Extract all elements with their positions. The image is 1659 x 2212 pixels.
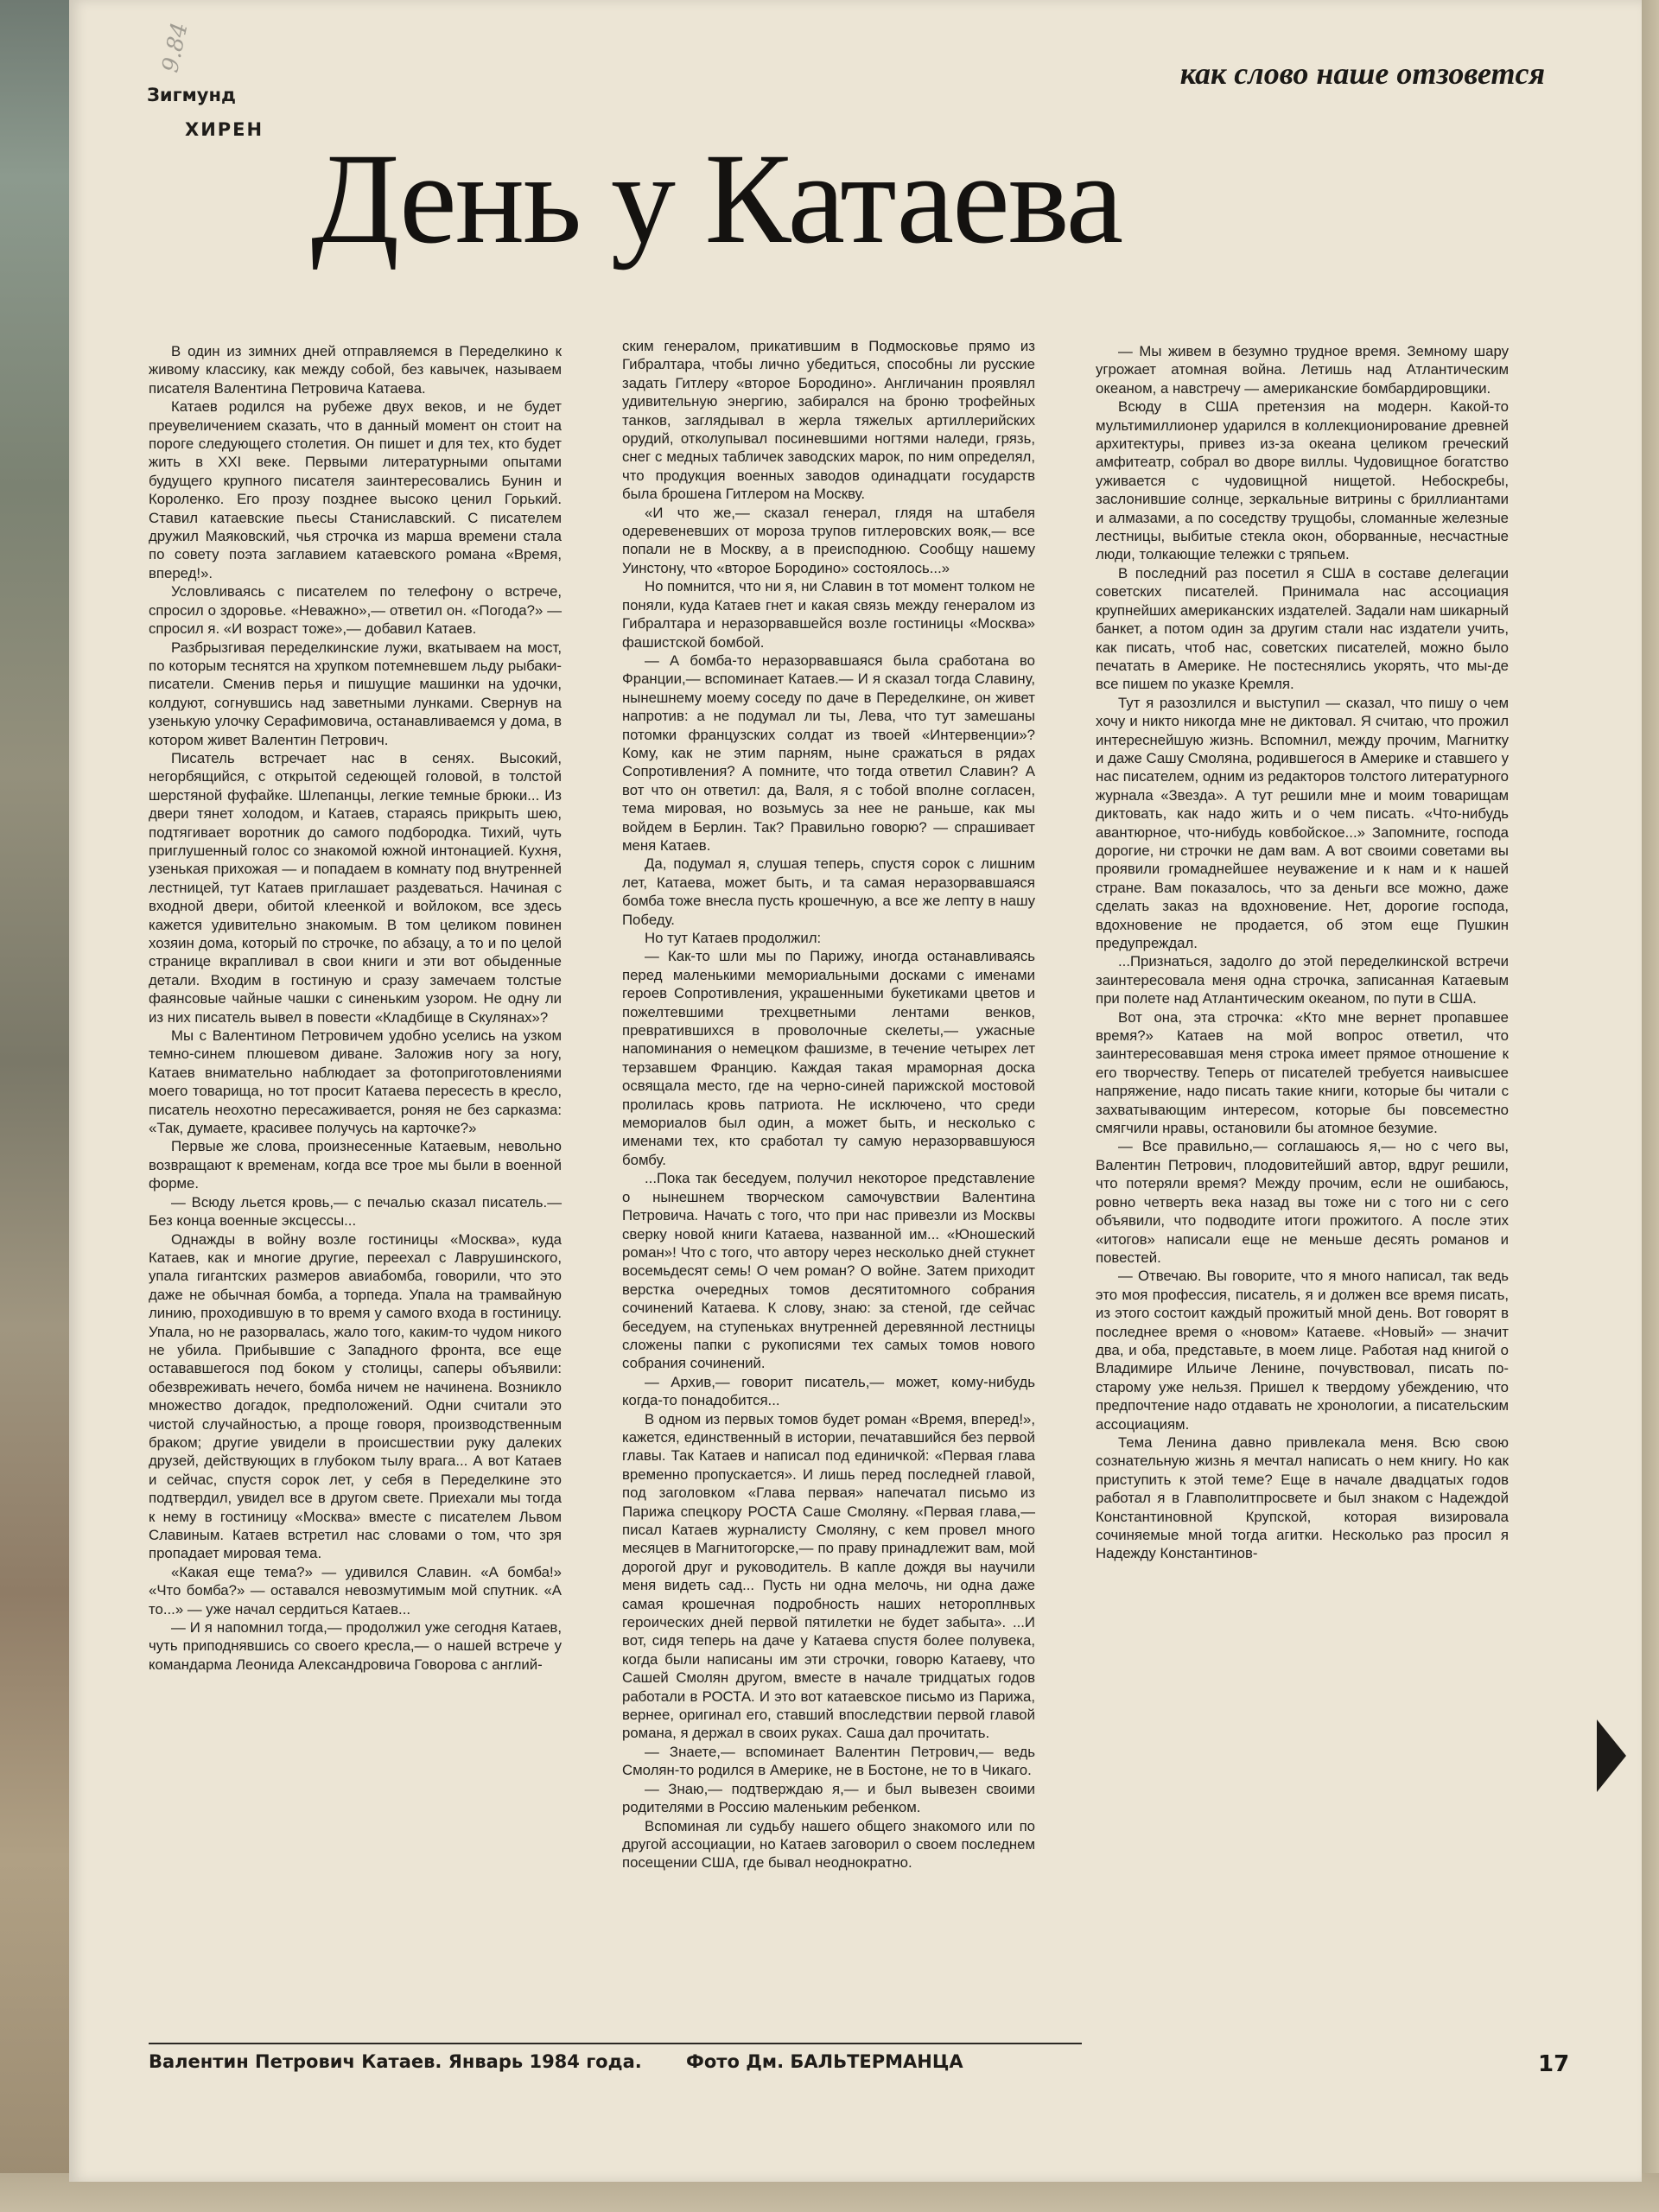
paragraph: Да, подумал я, слушая теперь, спустя сорок с лишним лет, Катаева, может быть, и та самая неразорвавшаяся бомба тоже внесла пусть крошечную, а все же лепту в нашу Победу.: [622, 855, 1035, 928]
paragraph: — А бомба-то неразорвавшаяся была сработана во Франции,— вспоминает Катаев.— И я сказал тогда Славину, нынешнему моему соседу по даче в Переделкине, он живет напротив: а не подумал ли ты, Лева, что тут замешаны потомки французских солдат из твоей «Интервенции»? Кому, как не этим парням, ныне сражаться в рядах Сопротивления? А помните, что тогда ответил Славин? А вот что он ответил: да, Валя, я с тобой вполне согласен, тема мировая, но возьмусь за нее не раньше, как мы войдем в Берлин. Так? Правильно говорю? — спрашивает меня Катаев.: [622, 652, 1035, 854]
text-column-2: [622, 337, 1035, 1872]
paragraph: Первые же слова, произнесенные Катаевым, невольно возвращают к временам, когда все трое мы были в военной форме.: [149, 1138, 562, 1192]
photo-credit: Фото Дм. БАЛЬТЕРМАНЦА: [686, 2051, 963, 2072]
author-name: [147, 78, 264, 147]
paragraph: — Знаю,— подтверждаю я,— и был вывезен своими родителями в Россию маленьким ребенком.: [622, 1780, 1035, 1816]
paragraph: — Знаете,— вспоминает Валентин Петрович,— ведь Смолян-то родился в Америке, не в Бостоне, не то в Чикаго.: [622, 1743, 1035, 1779]
desk-surface-right: [1640, 0, 1659, 2212]
adjacent-page-photo: [0, 0, 74, 2212]
author-first-name: Зигмунд: [147, 85, 236, 105]
paragraph: Мы с Валентином Петровичем удобно уселись на узком темно-синем плюшевом диване. Заложив ногу за ногу, Катаев внимательно наблюдает за фотоприготовлениями моего товарища, но тот просит Катаева пересесть в кресло, писатель неохотно пересаживается, роняя не без сарказма: «Так, думаете, красивее получусь на карточке?»: [149, 1027, 562, 1137]
paragraph: «И что же,— сказал генерал, глядя на штабеля одеревеневших от мороза трупов гитлеровских вояк,— все попали не в Москву, а в преисподнюю. Сообщу нашему Уинстону, что «второе Бородино» состоялось...»: [622, 504, 1035, 576]
author-last-name: ХИРЕН: [185, 119, 264, 140]
paragraph: — И я напомнил тогда,— продолжил уже сегодня Катаев, чуть приподнявшись со своего кресла,— о нашей встрече у командарма Леонида Александровича Говорова с англий-: [149, 1619, 562, 1673]
paragraph: Вот она, эта строчка: «Кто мне вернет пропавшее время?» Катаев на мой вопрос ответил, что заинтересовавшая меня строка имеет прямое отношение к его творчеству. Теперь от писателей требуется наивысшее напряжение, надо писать такие книги, которые бы читали с захватывающим интересом, которые бы повсеместно смягчили нравы, остановили бы атомное безумие.: [1096, 1008, 1509, 1137]
pencil-note: 9.84: [157, 20, 194, 75]
paragraph: ...Пока так беседуем, получил некоторое представление о нынешнем творческом самочувствии Валентина Петровича. Начать с того, что при нас привезли из Москвы сверку новой книги Катаева, названной им... «Юношеский роман»! Что с того, что автору через несколько дней стукнет восемьдесят семь! О чем роман? О войне. Затем приходит верстка очередных томов десятитомного собрания сочинений Катаева. К слову, знаю: за стеной, где сейчас беседуем, на ступеньках внутренней деревянной лестницы сложены папки с рукописями тех самых томов нового собрания сочинений.: [622, 1170, 1035, 1372]
rubric-heading: как слово наше отзовется: [1179, 56, 1545, 91]
paragraph: Писатель встречает нас в сенях. Высокий, негорбящийся, с открытой седеющей головой, в толстой шерстяной фуфайке. Шлепанцы, легкие темные брюки... Из двери тянет холодом, и Катаев, стараясь прикрыть шею, подтягивает воротник до самого подбородка. Тихий, чуть приглушенный голос со знакомой южной интонацией. Кухня, узенькая прихожая — и попадаем в комнату под внутренней лестницей, тут Катаев приглашает раздеваться. Начиная с входной двери, обитой клеенкой и войлоком, все здесь кажется удивительно знакомым. В том целиком повинен хозяин дома, который по строчке, по абзацу, а то и по целой странице вкрапливал в свои книги и эти вот обыденные детали. Входим в гостиную и сразу замечаем толстые фаянсовые чайные чашки с синеньким узором. Не одну ли из них писатель вывел в повести «Кладбище в Скулянах»?: [149, 749, 562, 1026]
paragraph: В последний раз посетил я США в составе делегации советских писателей. Принимала нас ассоциация крупнейших американских издателей. Задали нам шикарный банкет, а потом один за другим стали нас издатели учить, как писать, чтоб нас, советских писателей, можно было печатать в Америке. Не постеснялись укорять, что мы-де все пишем по указке Кремля.: [1096, 564, 1509, 693]
paragraph: «Какая еще тема?» — удивился Славин. «А бомба!» «Что бомба?» — оставался невозмутимым мой спутник. «А то...» — уже начал сердиться Катаев...: [149, 1563, 562, 1618]
paragraph: Разбрызгивая переделкинские лужи, вкатываем на мост, по которым теснятся на хрупком потемневшем льду рыбаки-писатели. Сменив перья и пишущие машинки на удочки, колдуют, согнувшись над заветными лунками. Свернув на узенькую улочку Серафимовича, останавливаемся у дома, в котором живет Валентин Петрович.: [149, 639, 562, 748]
paragraph: Катаев родился на рубеже двух веков, и не будет преувеличением сказать, что в данный момент он стоит на пороге следующего столетия. Он пишет и для тех, кто будет жить в XXI веке. Первыми литературными опытами будущего крупного писателя заинтересовались Бунин и Короленко. Его прозу позднее высоко ценил Горький. Ставил катаевские пьесы Станиславский. С писателем дружил Маяковский, чья строчка из марша времени стала по совету поэта заглавием катаевского романа «Время, вперед!».: [149, 398, 562, 582]
page-number: 17: [1538, 2051, 1570, 2077]
paragraph: — Всюду льется кровь,— с печалью сказал писатель.— Без конца военные эксцессы...: [149, 1193, 562, 1230]
paragraph: — Как-то шли мы по Парижу, иногда останавливаясь перед маленькими мемориальными досками с именами героев Сопротивления, украшенными букетиками цветов и пожелтевшими трехцветными лентами венков, превратившихся в проволочные скелеты,— ужасные напоминания о немецком фашизме, в течение четырех лет терзавшем Францию. Каждая такая мраморная доска освящала место, где на черно-синей парижской мостовой пролилась кровь патриота. Не исключено, что среди мемориалов был один, а может быть, и несколько с именами тех, кто сработал ту самую неразорвавшуюся бомбу.: [622, 948, 1035, 1168]
caption-text: Валентин Петрович Катаев. Январь 1984 года.: [149, 2051, 642, 2072]
paragraph: Но тут Катаев продолжил:: [645, 930, 822, 946]
paragraph: ским генералом, прикатившим в Подмосковье прямо из Гибралтара, чтобы лично убедиться, способны ли русские задать Гитлеру «второе Бородино». Англичанин проявлял удивительную энергию, забирался на броню трофейных танков, заглядывал в жерла тяжелых артиллерийских орудий, отколупывал посиневшими ногтями наледи, грязь, снег с медных табличек заводских марок, по ним определял, что продукция военных заводов одинадцати государств была брошена Гитлером на Москву.: [622, 338, 1035, 503]
paragraph: — Отвечаю. Вы говорите, что я много написал, так ведь это моя профессия, писатель, я и должен все время писать, из этого состоит каждый прожитый мной день. Вот говорят в последнее время о «новом» Катаеве. «Новый» — значит два, и оба, представьте, в моем лице. Работая над книгой о Владимире Ильиче Ленине, почувствовал, писать по-старому уже нельзя. Пришел к твердому убеждению, что предпочтение надо отдавать не хронологии, а писательским ассоциациям.: [1096, 1268, 1509, 1433]
paragraph: — Мы живем в безумно трудное время. Земному шару угрожает атомная война. Летишь над Атлантическим океаном, а навстречу — американские бомбардировщики.: [1096, 343, 1509, 397]
edge-arrow-marker: [1597, 1719, 1626, 1792]
paragraph: В один из зимних дней отправляемся в Переделкино к живому классику, как между собой, без кавычек, называем писателя Валентина Петровича Катаева.: [149, 343, 562, 397]
paragraph: В одном из первых томов будет роман «Время, вперед!», кажется, единственный в истории, печатавшийся без первой главы. Так Катаев и написал под единичкой: «Первая глава временно пропускается». И лишь перед последней главой, под заголовком «Глава первая» напечатал письмо из Парижа спецкору РОСТА Саше Смоляну. «Первая глава,— писал Катаев журналисту Смоляну, с кем провел много месяцев в Магнитогорске,— по праву принадлежит вам, мой дорогой друг и руководитель. В капле дождя вы научили меня видеть сад... Пусть ни одна мелочь, ни одна даже самая крошечная подробность наших нетороплнвых героических дней первой пятилетки не будет забыта». ...И вот, сидя теперь на даче у Катаева спустя более полувека, когда были написаны им эти строчки, говорю Катаеву, что Сашей Смолян другом, вместе в начале тридцатых годов работали в РОСТА. И это вот катаевское письмо из Парижа, вернее, оригинал его, ставший впоследствии первой главой романа, я держал в своих руках. Саша дал прочитать.: [622, 1410, 1035, 1742]
text-column-3: [1096, 342, 1509, 1811]
paragraph: Однажды в войну возле гостиницы «Москва», куда Катаев, как и многие другие, переехал с Лаврушинского, упала гигантских размеров авиабомба, говорили, что это даже не обычная бомба, а торпеда. Упала на трамвайную линию, проходившую в то время у самого входа в гостиницу. Упала, но не разорвалась, жало того, каким-то чудом никого не убила. Прибывшие с Западного фронта, все еще остававшегося под боком у столицы, саперы объявили: обезвреживать нечего, бомба ничем не начинена. Возникло множество догадок, предположений. Одни считали это чистой случайностью, а проще говоря, производственным браком; другие увидели в происшествии руку далеких друзей, действующих в глубоком тылу врага... А вот Катаев и сейчас, спустя сорок лет, у себя в Переделкине это подтвердил, увидел все в другом свете. Приехали мы тогда к нему в гостиницу «Москва» вместе с писателем Львом Славиным. Катаев встретил нас словами о том, что зря пропадает мировая тема.: [149, 1230, 562, 1562]
paragraph: — Все правильно,— соглашаюсь я,— но с чего вы, Валентин Петрович, плодовитейший автор, вдруг решили, что потеряли время? Между прочим, если не ошибаюсь, ровно четверть века назад вы тоже ни с того ни с сего объявили, что подводите итоги прожитого. А после этих «итогов» написали еще не меньше десять романов и повестей.: [1096, 1138, 1509, 1266]
text-column-1: [149, 342, 562, 1811]
article-title: День у Катаева: [311, 127, 1122, 270]
paragraph: Тут я разозлился и выступил — сказал, что пишу о чем хочу и никто никогда мне не диктовал. Я считаю, что прожил интереснейшую жизнь. Вспомнил, между прочим, Магнитку и даже Сашу Смоляна, родившегося в Америке и ставшего у нас писателем, одним из редакторов толстого литературного журнала «Звезда». А тут решили мне и моим товарищам диктовать, как надо жить и о чем писать. «Что-нибудь авантюрное, что-нибудь ковбойское...» Запомните, господа дорогие, ни строчки не дам вам. А вот своими советами вы проявили громаднейшее неуважение и к нам и к нашей стране. Вам показалось, что за деньги все можно, даже сделать заказ на вдохновение. Нет, дорогие господа, вдохновение не продается, об этом еще Пушкин предупреждал.: [1096, 694, 1509, 951]
paragraph: Тема Ленина давно привлекала меня. Всю свою сознательную жизнь я мечтал написать о нем книгу. Но как приступить к этой теме? Еще в начале двадцатых годов работал я в Главполитпросвете и был знаком с Надеждой Константиновной Крупской, которая визировала сочиняемые мной тогда агитки. Несколько раз просил я Надежду Константинов-: [1096, 1433, 1509, 1562]
paragraph: Условливаясь с писателем по телефону о встрече, спросил о здоровье. «Неважно»,— ответил он. «Погода?» — спросил я. «И возраст тоже»,— добавил Катаев.: [149, 583, 562, 638]
photo-caption: [149, 2043, 1082, 2072]
paragraph: ...Признаться, задолго до этой переделкинской встречи заинтересовала меня одна строчка, записанная Катаевым при полете над Атлантическим океаном, по пути в США.: [1096, 953, 1509, 1007]
paragraph: Всюду в США претензия на модерн. Какой-то мультимиллионер ударился в коллекционирование древней архитектуры, привез из-за океана целиком греческий амфитеатр, собрал во дворе виллы. Чудовищное богатство уживается с чудовищной нищетой. Небоскребы, заслонившие солнце, зеркальные витрины с бриллиантами и алмазами, а по соседству трущобы, сломанные железные лестницы, выбитые стекла окон, оборванные, несчастные люди, толкающие тележки с тряпьем.: [1096, 398, 1509, 563]
paragraph: Вспоминая ли судьбу нашего общего знакомого или по другой ассоциации, но Катаев заговорил о своем последнем посещении США, где бывал неоднократно.: [622, 1817, 1035, 1872]
paragraph: — Архив,— говорит писатель,— может, кому-нибудь когда-то понадобится...: [622, 1373, 1035, 1409]
magazine-page: [69, 0, 1642, 2182]
paragraph: Но помнится, что ни я, ни Славин в тот момент толком не поняли, куда Катаев гнет и какая связь между генералом из Гибралтара и неразорвавшейся возле гостиницы «Москва» фашистской бомбой.: [622, 578, 1035, 651]
